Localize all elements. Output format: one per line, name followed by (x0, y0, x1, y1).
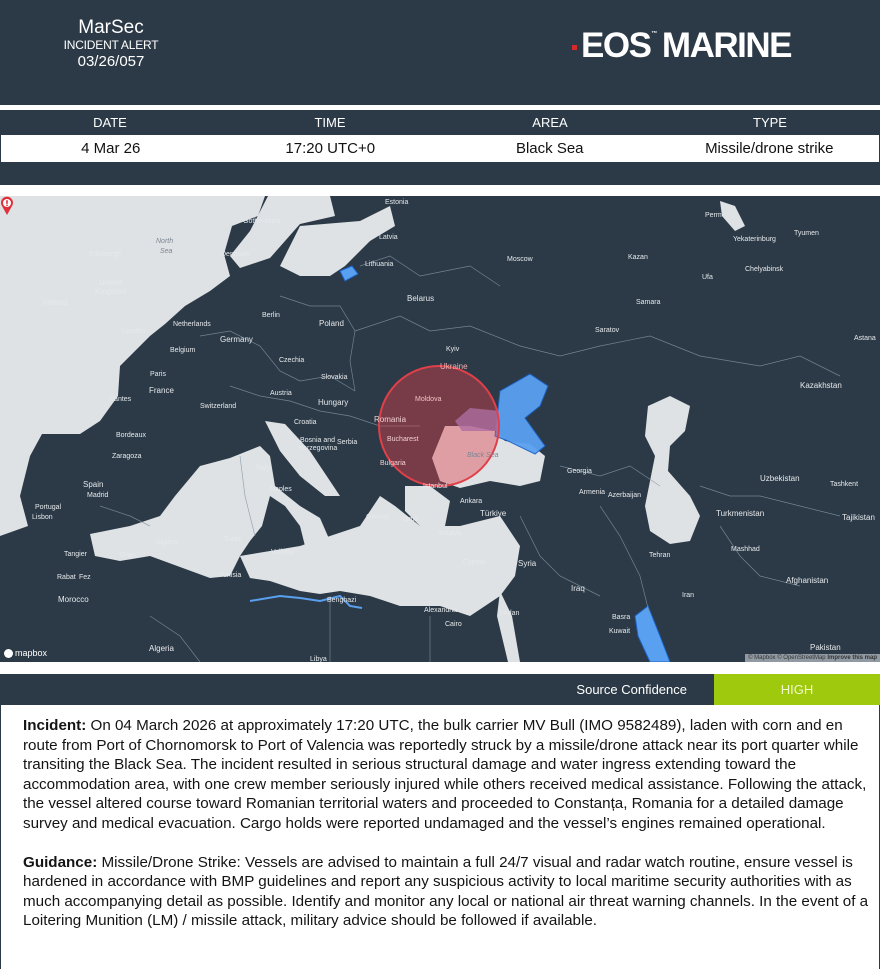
map-label: Georgia (567, 468, 592, 475)
map-label: Ankara (460, 498, 483, 505)
logo-marine: MARINE (661, 26, 791, 65)
map-label: Tyumen (794, 230, 819, 237)
map-label: Valletta (271, 549, 294, 556)
map-label: Azerbaijan (608, 492, 642, 499)
map-label: Lithuania (365, 261, 394, 268)
mapbox-text: mapbox (15, 648, 48, 658)
eos-marine-logo (572, 26, 791, 66)
map-label: Afghanistan (786, 576, 829, 585)
map-label: France (149, 386, 174, 395)
map-label: Czechia (279, 357, 305, 364)
divider-band (0, 162, 880, 185)
source-confidence-label: Source Confidence (576, 682, 687, 697)
improve-map-link[interactable]: Improve this map (827, 655, 877, 661)
map-label: Austria (270, 390, 292, 397)
map-label: Chelyabinsk (745, 266, 784, 273)
info-table-header (0, 110, 880, 135)
incident-map[interactable] (0, 196, 880, 662)
map-label: Black Sea (467, 452, 499, 459)
map-label: Jordan (498, 610, 520, 617)
map-label: Slovakia (321, 374, 348, 381)
incident-time: 17:20 UTC+0 (285, 140, 376, 157)
map-label: Moldova (415, 396, 442, 403)
map-label: Syria (518, 559, 537, 568)
map-label: Estonia (385, 199, 409, 206)
map-label: Algiers (156, 539, 178, 546)
logo-text (581, 26, 791, 66)
mapbox-logo[interactable] (4, 648, 47, 658)
attribution-text[interactable]: © Mapbox © OpenStreetMap (748, 655, 826, 661)
map-attribution (745, 654, 880, 662)
map-label: Poland (319, 319, 344, 328)
map-label: Armenia (579, 489, 606, 496)
map-label: Sea (160, 248, 173, 255)
map-label: Tashkent (830, 481, 859, 488)
alert-body (23, 716, 873, 950)
left-border (0, 705, 1, 969)
map-label: Hungary (318, 398, 349, 407)
map-label: Tehran (649, 552, 671, 559)
map-label: Serbia (337, 439, 358, 446)
map-label: Italy (256, 463, 271, 472)
alert-header (0, 0, 880, 105)
map-label: Greece (366, 514, 389, 521)
incident-type: Missile/drone strike (705, 140, 834, 157)
map-label: Berlin (262, 312, 280, 319)
map-label: Paris (150, 371, 166, 378)
map-label: Morocco (58, 595, 89, 604)
map-label: Cyprus (463, 559, 486, 566)
map-label: Gothenburg (243, 218, 280, 225)
map-label: Lisbon (32, 514, 53, 521)
map-label: Croatia (294, 419, 317, 426)
map-label: Mashhad (731, 546, 760, 553)
map-label: Tunisia (219, 572, 242, 579)
map-label: Kingdom (95, 287, 127, 296)
map-label: Alexandria (424, 607, 458, 614)
col-header-type: TYPE (753, 115, 787, 130)
map-label: Yekaterinburg (733, 236, 776, 243)
map-label: Netherlands (173, 321, 211, 328)
map-label: North (156, 238, 174, 245)
map-label: Kazan (628, 254, 648, 261)
map-label: Bulgaria (380, 460, 406, 467)
map-label: Romania (374, 415, 407, 424)
map-label: Ireland (43, 298, 68, 307)
map-label: Uzbekistan (760, 474, 800, 483)
source-confidence-badge: HIGH (714, 674, 880, 705)
alert-title-block (60, 18, 162, 71)
incident-text: On 04 March 2026 at approximately 17:20 UTC, the bulk carrier MV Bull (IMO 9582489), laden with corn and en route from Port of Chornomorsk to Port of Valencia was reportedly struck by a missile/drone attack near its port quarter while transiting the Black Sea. The incident resulted in serious structural damage and water ingress extending toward the accommodation area, with one crew member seriously injured while others received medical assistance. Following the attack, the vessel altered course toward Romanian territorial waters and proceeded to Constanța, Romania for a detailed damage survey and medical evacuation. Cargo holds were reported undamaged and the vessel’s engines remained operational. (23, 717, 867, 832)
map-label: Basra (612, 614, 631, 621)
map-label: Tajikistan (842, 513, 875, 522)
incident-label: Incident: (23, 717, 87, 734)
map-label: Portugal (35, 504, 62, 511)
map-label: Bucharest (387, 436, 419, 443)
map-label: Cairo (445, 621, 462, 628)
map-label: Iraq (571, 584, 585, 593)
mapbox-icon (4, 649, 13, 658)
map-label: Belgium (170, 347, 196, 354)
logo-red-dot-icon (572, 45, 577, 50)
map-label: Nantes (109, 396, 132, 403)
incident-paragraph (23, 716, 873, 834)
map-label: Turkmenistan (716, 509, 765, 518)
col-header-time: TIME (314, 115, 346, 130)
incident-zone (379, 366, 500, 486)
map-label: Zaragoza (112, 453, 142, 460)
source-confidence-bar (0, 674, 880, 705)
map-label: Istanbul (423, 483, 448, 490)
map-label: Algeria (149, 644, 174, 653)
alert-reference: 03/26/057 (77, 53, 145, 70)
map-label: Belarus (407, 294, 435, 303)
map-label: Spain (83, 480, 104, 489)
map-label: Izmir (403, 516, 419, 523)
map-label: London (122, 328, 146, 335)
incident-area: Black Sea (515, 140, 584, 157)
map-label: Ukraine (440, 362, 468, 371)
map-label: Benghazi (327, 597, 357, 604)
map-label: United (99, 278, 123, 287)
logo-trademark: ™ (651, 31, 656, 37)
map-label: Edinburgh (89, 251, 121, 258)
info-table-values (0, 135, 880, 162)
map-label: Pakistan (810, 643, 841, 652)
map-label: Iran (682, 592, 695, 599)
map-label: Antalya (438, 530, 462, 537)
map-label: Moscow (507, 256, 533, 263)
map-label: Naples (270, 486, 292, 493)
map-label: Bosnia and (300, 437, 336, 444)
map-label: Switzerland (200, 403, 237, 410)
map-label: Kyiv (446, 346, 460, 353)
guidance-paragraph (23, 853, 873, 931)
map-label: Türkiye (480, 509, 507, 518)
col-header-area: AREA (532, 115, 568, 130)
map-label: Astana (854, 335, 876, 342)
map-label: Fez (79, 574, 91, 581)
map-label: Libya (310, 656, 327, 662)
map-label: Kazakhstan (800, 381, 842, 390)
guidance-label: Guidance: (23, 853, 98, 871)
alert-pin-icon[interactable] (0, 196, 14, 216)
map-label: Samara (636, 299, 661, 306)
map-label: Denmark (221, 251, 250, 258)
col-header-date: DATE (93, 115, 127, 130)
map-label: Rabat (57, 574, 76, 581)
map-label: Latvia (379, 234, 398, 241)
map-label: Tangier (64, 551, 87, 558)
alert-subtitle: INCIDENT ALERT (63, 38, 159, 52)
map-label: Saratov (595, 327, 620, 334)
map-label: Perm (705, 212, 722, 219)
map-label: Oran (120, 552, 136, 559)
map-label: Madrid (87, 492, 109, 499)
guidance-text: Missile/Drone Strike: Vessels are advised to maintain a full 24/7 visual and radar watch routine, ensure vessel is hardened in accordance with BMP guidelines and report any suspicious activity to local maritime security authorities with as much accompanying detail as possible. Identify and monitor any local or national air threat warning channels. In the event of a Loitering Munition (LM) / missile attack, military advice should be followed if available. (23, 853, 869, 930)
incident-date: 4 Mar 26 (81, 140, 141, 157)
map-label: Bordeaux (116, 432, 146, 439)
map-label: Ufa (702, 274, 713, 281)
map-label: Kuwait (609, 628, 631, 635)
map-label: Herzegovina (298, 445, 338, 452)
alert-title: MarSec (78, 17, 144, 38)
logo-eos: EOS (581, 26, 651, 65)
map-label: Germany (220, 335, 253, 344)
map-label: Tunis (224, 536, 241, 543)
